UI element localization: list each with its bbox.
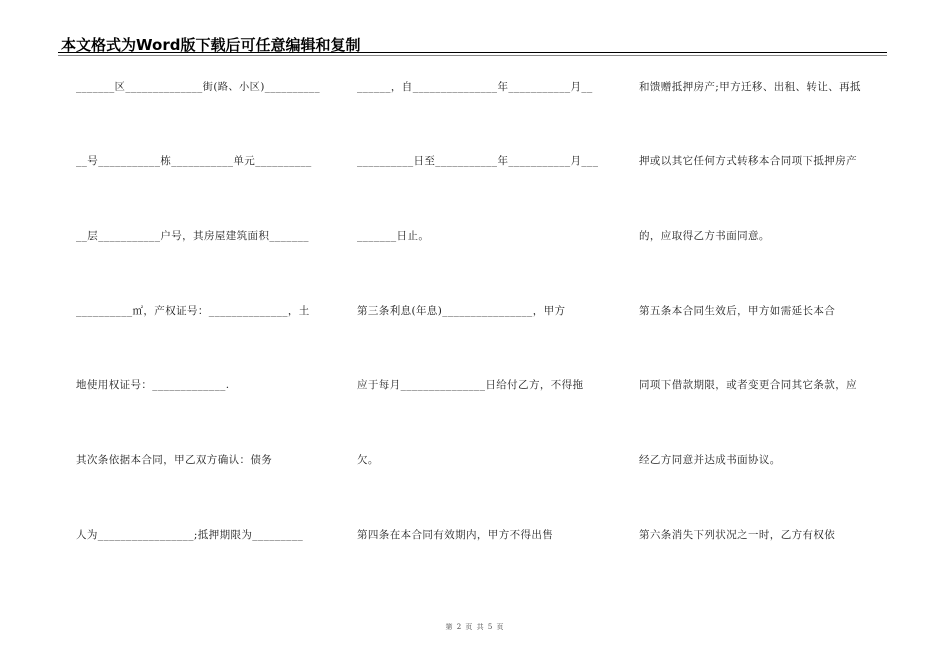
text-line: 第六条消失下列状况之一时，乙方有权依 (639, 529, 836, 541)
text-line: __层___________户号，其房屋建筑面积_______ (76, 230, 309, 242)
text-line: 其次条依据本合同，甲乙双方确认：债务 (76, 454, 273, 466)
text-line: 第三条利息(年息)________________，甲方 (357, 305, 566, 317)
text-line: 欠。 (357, 454, 379, 466)
text-line: __________日至___________年___________月___ (357, 155, 599, 167)
text-line: 应于每月_______________日给付乙方，不得拖 (357, 379, 584, 391)
document-title: 本文格式为Word版下载后可任意编辑和复制 (61, 36, 361, 54)
text-line: 经乙方同意并达成书面协议。 (639, 454, 781, 466)
text-line: _______区______________街(路、小区)__________ (76, 81, 320, 93)
text-line: 押或以其它任何方式转移本合同项下抵押房产 (639, 155, 857, 167)
text-line: 地使用权证号：_____________. (76, 379, 230, 391)
header-rule-secondary (58, 55, 887, 56)
text-line: __________㎡，产权证号：______________，土 (76, 305, 310, 317)
text-line: ______，自_______________年___________月__ (357, 81, 593, 93)
text-line: 第四条在本合同有效期内，甲方不得出售 (357, 529, 554, 541)
text-line: __号___________栋___________单元__________ (76, 155, 312, 167)
text-line: 和馈赠抵押房产;甲方迁移、出租、转让、再抵 (639, 81, 861, 93)
text-line: 同项下借款期限，或者变更合同其它条款，应 (639, 379, 857, 391)
header-rule (58, 52, 887, 53)
text-line: 的，应取得乙方书面同意。 (639, 230, 770, 242)
page-number: 第 2 页 共 5 页 (445, 623, 505, 631)
text-line: 第五条本合同生效后，甲方如需延长本合 (639, 305, 836, 317)
text-line: 人为_________________;抵押期限为_________ (76, 529, 304, 541)
text-line: _______日止。 (357, 230, 430, 242)
